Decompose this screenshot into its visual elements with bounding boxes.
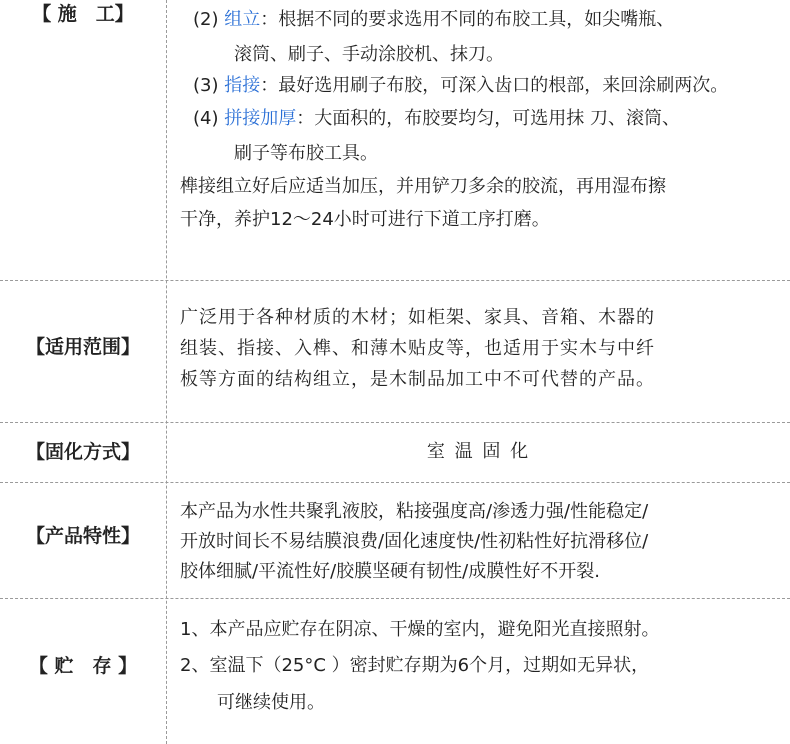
- item-number: (3): [193, 75, 219, 96]
- section-divider-2: [0, 422, 790, 423]
- column-divider: [166, 0, 167, 744]
- section-divider-3: [0, 482, 790, 483]
- item-term: 拼接加厚: [224, 108, 297, 129]
- scope-line-1: 广泛用于各种材质的木材；如柜架、家具、音箱、木器的: [180, 307, 655, 328]
- construction-note-line-1: 榫接组立好后应适当加压，并用铲刀多余的胶流，再用湿布擦: [180, 176, 666, 197]
- scope-label: 【适用范围】: [25, 336, 140, 358]
- construction-item-2-continued: 滚筒、刷子、手动涂胶机、抹刀。: [234, 44, 504, 65]
- item-colon: ：: [260, 75, 279, 96]
- item-number: (4): [193, 108, 219, 129]
- features-line-2: 开放时间长不易结膜浪费/固化速度快/性初粘性好抗滑移位/: [180, 531, 649, 552]
- construction-item-2: [193, 8, 674, 32]
- storage-label: 【 贮 存 】: [28, 655, 138, 677]
- storage-line-3: 可继续使用。: [217, 692, 325, 713]
- section-divider-1: [0, 280, 790, 281]
- item-term: 组立: [224, 9, 261, 30]
- construction-item-3: [193, 74, 728, 98]
- scope-line-2: 组装、指接、入榫、和薄木贴皮等，也适用于实木与中纤: [180, 338, 655, 359]
- features-line-3: 胶体细腻/平流性好/胶膜坚硬有韧性/成膜性好不开裂.: [180, 561, 600, 582]
- item-text: 最好选用刷子布胶，可深入齿口的根部，来回涂刷两次。: [278, 75, 729, 96]
- scope-line-3: 板等方面的结构组立，是木制品加工中不可代替的产品。: [180, 369, 655, 390]
- section-divider-4: [0, 598, 790, 599]
- item-text: 根据不同的要求选用不同的布胶工具，如尖嘴瓶、: [278, 9, 675, 30]
- curing-label: 【固化方式】: [25, 441, 140, 463]
- curing-value: 室 温 固 化: [426, 441, 531, 462]
- construction-note-line-2: 干净，养护12～24小时可进行下道工序打磨。: [180, 209, 550, 230]
- construction-item-4: [193, 107, 680, 131]
- construction-item-4-continued: 刷子等布胶工具。: [234, 143, 378, 164]
- item-colon: ：: [296, 108, 315, 129]
- storage-line-1: 1、本产品应贮存在阴凉、干燥的室内，避免阳光直接照射。: [180, 619, 660, 640]
- item-text: 大面积的，布胶要均匀，可选用抹 刀、滚筒、: [314, 108, 680, 129]
- item-term: 指接: [224, 75, 261, 96]
- item-number: (2): [193, 9, 219, 30]
- features-line-1: 本产品为水性共聚乳液胶，粘接强度高/渗透力强/性能稳定/: [180, 501, 649, 522]
- features-label: 【产品特性】: [25, 525, 140, 547]
- construction-label: 【 施 工】: [32, 3, 134, 25]
- storage-line-2: 2、室温下（25°C ）密封贮存期为6个月，过期如无异状，: [180, 655, 650, 676]
- item-colon: ：: [260, 9, 279, 30]
